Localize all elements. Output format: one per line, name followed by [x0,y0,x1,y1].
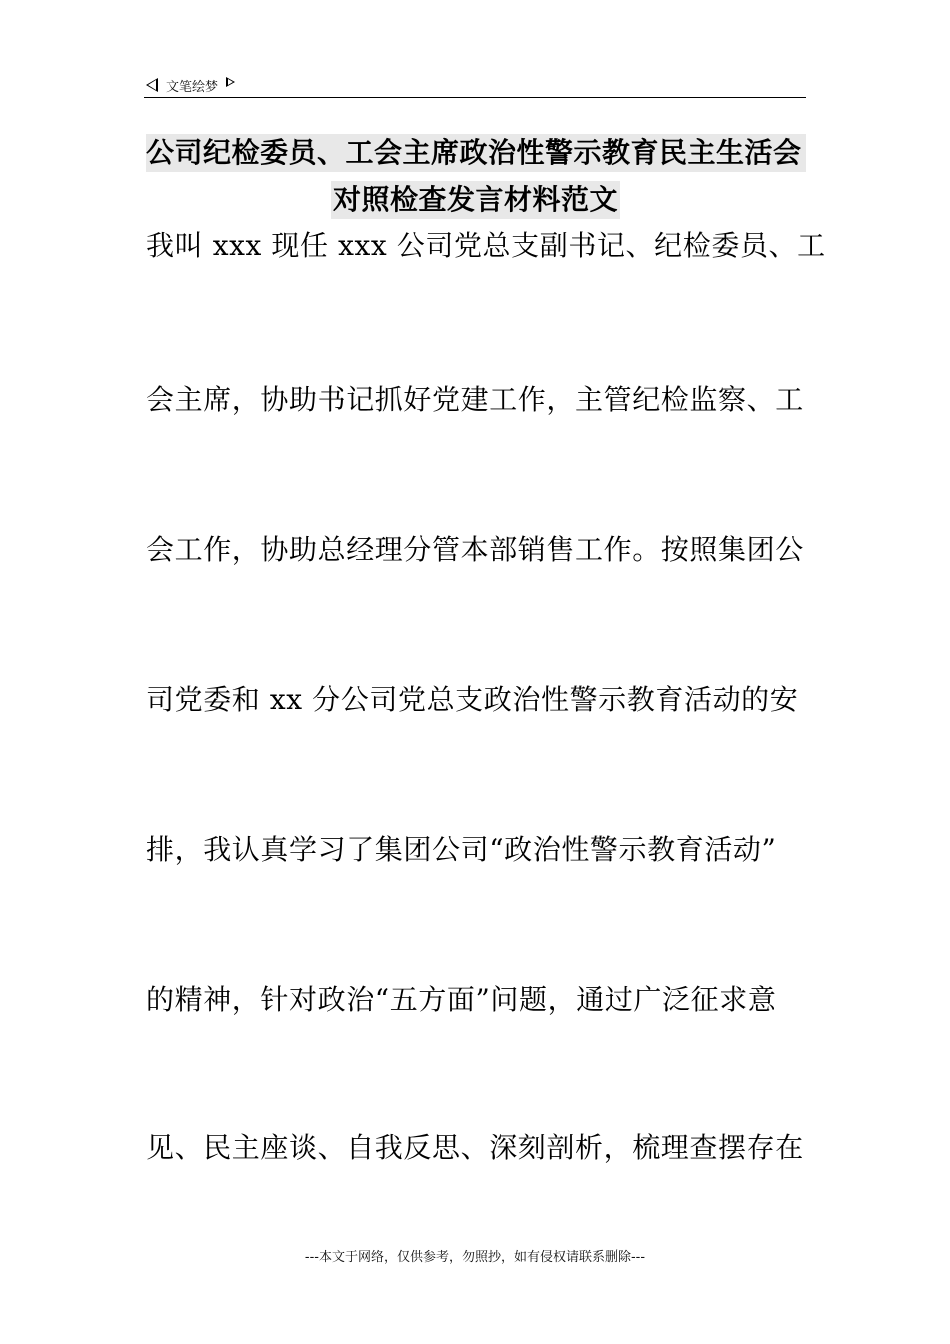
page-header [146,74,235,96]
body-line: 会主席，协助书记抓好党建工作，主管纪检监察、工 [146,383,804,416]
document-title-line-1: 公司纪检委员、工会主席政治性警示教育民主生活会 [146,134,806,172]
document-title-line-2: 对照检查发言材料范文 [331,181,620,219]
body-line: 排，我认真学习了集团公司“政治性警示教育活动” [146,833,777,866]
body-line: 的精神，针对政治“五方面”问题，通过广泛征求意 [146,983,777,1016]
left-triangle-icon [146,78,158,92]
body-line: 我叫 xxx 现任 xxx 公司党总支副书记、纪检委员、工 [146,229,826,262]
body-line: 司党委和 xx 分公司党总支政治性警示教育活动的安 [146,683,799,716]
page-footer: ---本文于网络，仅供参考，勿照抄，如有侵权请联系删除--- [304,1250,646,1265]
header-label: 文笔绘梦 [166,79,219,95]
right-triangle-icon [226,77,235,87]
body-line: 会工作，协助总经理分管本部销售工作。按照集团公 [146,533,804,566]
body-line: 见、民主座谈、自我反思、深刻剖析，梳理查摆存在 [146,1131,804,1164]
header-divider [144,97,806,98]
